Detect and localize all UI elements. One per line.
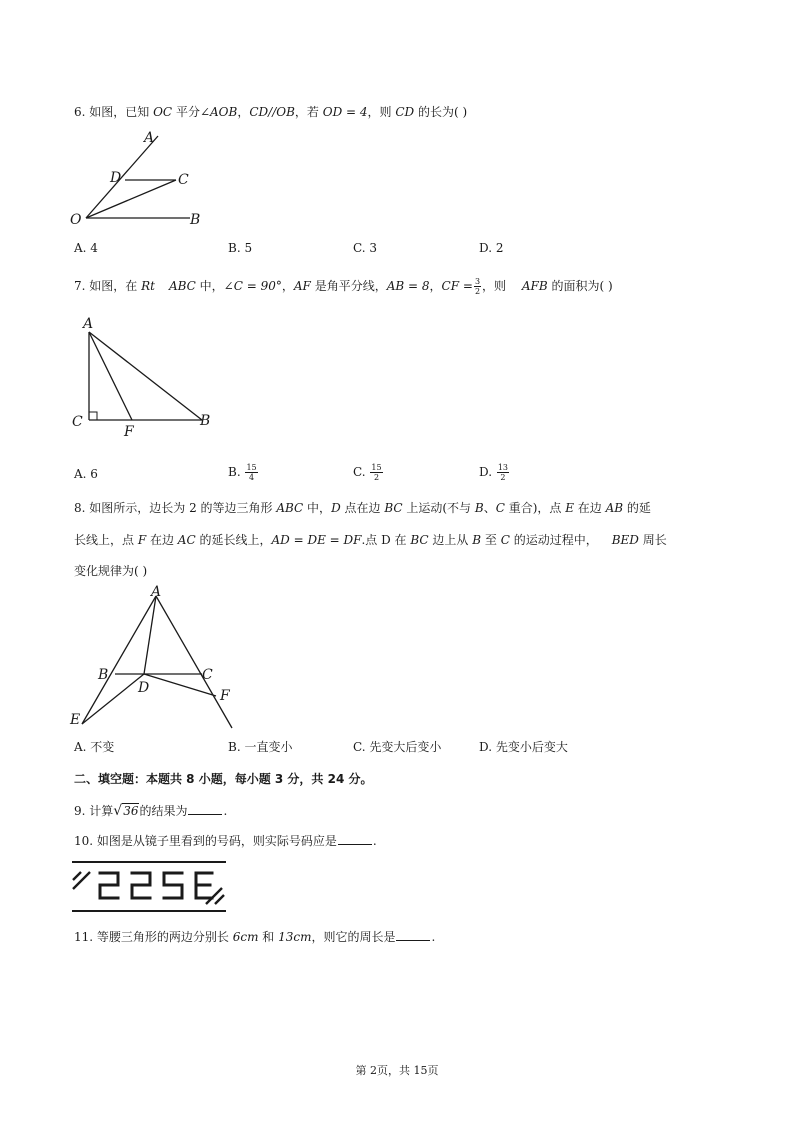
radical-sign-icon: √	[113, 803, 123, 819]
q8-line-ae	[82, 596, 156, 724]
q7-option-a: A. 6	[74, 467, 98, 481]
q8-text: 的延	[623, 501, 651, 515]
q6-label-d: D	[110, 170, 122, 186]
q8-label-a: A	[151, 584, 162, 600]
q8-text: 点在边	[340, 501, 385, 515]
q8-math-bc: BC	[384, 501, 403, 515]
q10-left-hatch-icon	[73, 872, 90, 889]
q11-math-13cm: 13cm	[278, 930, 312, 944]
q7-math-ab: AB = 8	[386, 279, 430, 293]
q10-mirror-figure	[70, 858, 230, 916]
q7-bisector-af	[89, 332, 132, 420]
q6-figure	[66, 126, 216, 230]
q10-text: .	[372, 834, 377, 848]
q8-math-ab: AB	[605, 501, 624, 515]
q8-text: 边上从	[428, 533, 473, 547]
q7-option-d-label: D.	[479, 465, 496, 479]
q10-text: 10. 如图是从镜子里看到的号码，则实际号码应是	[74, 834, 337, 848]
q8-label-c: C	[202, 667, 213, 683]
q7-side-ab	[89, 332, 202, 420]
q8-text: .点 D 在	[361, 533, 411, 547]
q9-answer-blank	[188, 804, 222, 815]
q7-figure	[66, 310, 216, 440]
q6-label-b: B	[190, 212, 201, 228]
q7-option-c-label: C.	[353, 465, 370, 479]
q7-text: ，	[281, 279, 294, 293]
q7-math-angle-c: ∠C = 90°	[223, 279, 282, 293]
page-footer: 第 2页，共 15页	[355, 1064, 439, 1077]
q8-option-d: D. 先变小后变大	[479, 740, 568, 754]
q7-fraction-num: 3	[474, 277, 481, 286]
q8-math-abc: ABC	[276, 501, 304, 515]
q8-math-b: B	[474, 501, 484, 515]
q7-math-cf: CF =	[441, 279, 473, 293]
q7-option-b-label: B.	[228, 465, 245, 479]
q7-math-af: AF	[293, 279, 311, 293]
q8-text: 的运动过程中，	[509, 533, 598, 547]
q7-label-c: C	[72, 414, 83, 430]
q8-text: 、	[483, 501, 496, 515]
q8-math-ac: AC	[177, 533, 196, 547]
q7-option-b-num: 15	[246, 463, 257, 472]
q6-option-b: B. 5	[228, 241, 253, 255]
q11-text: 11. 等腰三角形的两边分别长	[74, 930, 233, 944]
q6-math-oc: OC	[153, 105, 173, 119]
q9-text: 9. 计算	[74, 804, 114, 818]
q6-math-cd-ob: CD//OB	[249, 105, 295, 119]
q7-option-c-den: 2	[373, 473, 380, 482]
q8-math-bed: BED	[611, 533, 639, 547]
q8-stem-line3: 变化规律为( )	[74, 564, 148, 578]
q7-fraction-den: 2	[474, 287, 481, 296]
q7-option-d-den: 2	[500, 473, 506, 482]
q6-label-o: O	[70, 212, 82, 228]
q11-answer-blank	[396, 930, 430, 941]
q10-right-hatch-icon	[206, 888, 224, 904]
q7-stem	[74, 276, 613, 296]
q7-math-abc: ABC	[168, 279, 196, 293]
q8-option-b: B. 一直变小	[228, 740, 293, 754]
q7-label-b: B	[200, 413, 211, 429]
q7-fraction-cf	[474, 277, 481, 296]
q8-line-af	[156, 596, 232, 728]
q7-option-b-den: 4	[249, 473, 255, 482]
q8-math-e: E	[565, 501, 574, 515]
q10-mirror-digits	[100, 873, 212, 898]
q7-option-c-num: 15	[371, 463, 382, 472]
q8-option-a: A. 不变	[74, 740, 115, 754]
q8-label-d: D	[138, 680, 150, 696]
q6-stem	[74, 104, 467, 120]
q6-text: ，则	[367, 105, 396, 119]
q8-segment-de	[82, 674, 144, 724]
q9-stem	[74, 801, 227, 821]
q11-math-6cm: 6cm	[232, 930, 259, 944]
q7-text: 中，	[195, 279, 224, 293]
q8-option-c: C. 先变大后变小	[353, 740, 442, 754]
q9-text: 的结果为	[139, 804, 188, 818]
q11-text: .	[431, 930, 436, 944]
q8-label-e: E	[70, 712, 81, 728]
q6-text: 平分	[172, 105, 200, 119]
q10-digit-5	[164, 873, 182, 898]
q8-text: 周长	[638, 533, 667, 547]
q8-label-b: B	[98, 667, 109, 683]
q8-text: 在边	[146, 533, 178, 547]
q8-text: 8. 如图所示，边长为 2 的等边三角形	[74, 501, 277, 515]
q7-option-d	[479, 460, 510, 484]
q6-option-c: C. 3	[353, 241, 378, 255]
q8-math-c: C	[500, 533, 510, 547]
q6-text: 6. 如图，已知	[74, 105, 154, 119]
q7-right-angle-mark	[89, 412, 97, 420]
q6-math-cd: CD	[395, 105, 415, 119]
q10-answer-blank	[338, 834, 372, 845]
q8-math-bc: BC	[410, 533, 429, 547]
q6-ray-oc	[86, 180, 176, 218]
q6-label-a: A	[144, 130, 155, 146]
q7-label-f: F	[124, 424, 134, 440]
q8-text: 的延长线上，	[195, 533, 272, 547]
q6-math-od: OD = 4	[322, 105, 368, 119]
q6-option-d: D. 2	[479, 241, 504, 255]
q7-text: 7. 如图，在	[74, 279, 142, 293]
q10-digit-e	[196, 873, 212, 898]
q8-math-eq: AD = DE = DF	[271, 533, 362, 547]
q7-option-b	[228, 460, 259, 484]
q7-math-afb: AFB	[521, 279, 548, 293]
q7-option-c	[353, 460, 384, 484]
q6-math-angle: ∠AOB	[199, 105, 238, 119]
q7-option-c-fraction	[370, 463, 382, 482]
q8-stem-line2	[74, 532, 667, 548]
q8-text: 重合)，点	[504, 501, 566, 515]
q7-option-b-fraction	[245, 463, 257, 482]
q6-text: ，若	[294, 105, 323, 119]
q8-math-b: B	[472, 533, 482, 547]
q8-text: 上运动(不与	[402, 501, 475, 515]
q6-text: ，	[237, 105, 250, 119]
q8-label-f: F	[220, 688, 230, 704]
q11-text: ，则它的周长是	[311, 930, 396, 944]
q8-math-d: D	[331, 501, 341, 515]
q7-text: ，	[429, 279, 442, 293]
q10-digit-2-second	[132, 873, 150, 898]
q6-option-a: A. 4	[74, 241, 98, 255]
section-heading-fill-in: 二、填空题：本题共 8 小题，每小题 3 分，共 24 分。	[74, 772, 373, 786]
q7-text: 的面积为( )	[547, 279, 613, 293]
q9-text: .	[223, 804, 228, 818]
q8-math-c: C	[495, 501, 505, 515]
q7-option-d-fraction	[497, 463, 509, 482]
q7-label-a: A	[83, 316, 94, 332]
q8-text: 长线上，点	[74, 533, 138, 547]
q6-text: 的长为( )	[414, 105, 468, 119]
q6-ray-oa	[86, 136, 158, 218]
q8-text: 至	[481, 533, 501, 547]
q8-figure	[66, 582, 246, 732]
q8-text: 中，	[303, 501, 332, 515]
q8-segment-ad	[144, 596, 156, 674]
q7-option-d-num: 13	[497, 463, 509, 472]
q7-math-rt: Rt	[141, 279, 155, 293]
q11-stem	[74, 929, 435, 945]
q9-radicand: 36	[123, 804, 139, 818]
q10-stem	[74, 833, 377, 849]
q6-label-c: C	[178, 172, 189, 188]
q11-text: 和	[258, 930, 279, 944]
q8-text: 在边	[573, 501, 606, 515]
q10-digit-2-first	[100, 873, 118, 898]
q7-text: 是角平分线，	[310, 279, 387, 293]
q8-math-f: F	[137, 533, 147, 547]
q8-stem-line1	[74, 500, 651, 516]
q7-text: ，则	[482, 279, 510, 293]
